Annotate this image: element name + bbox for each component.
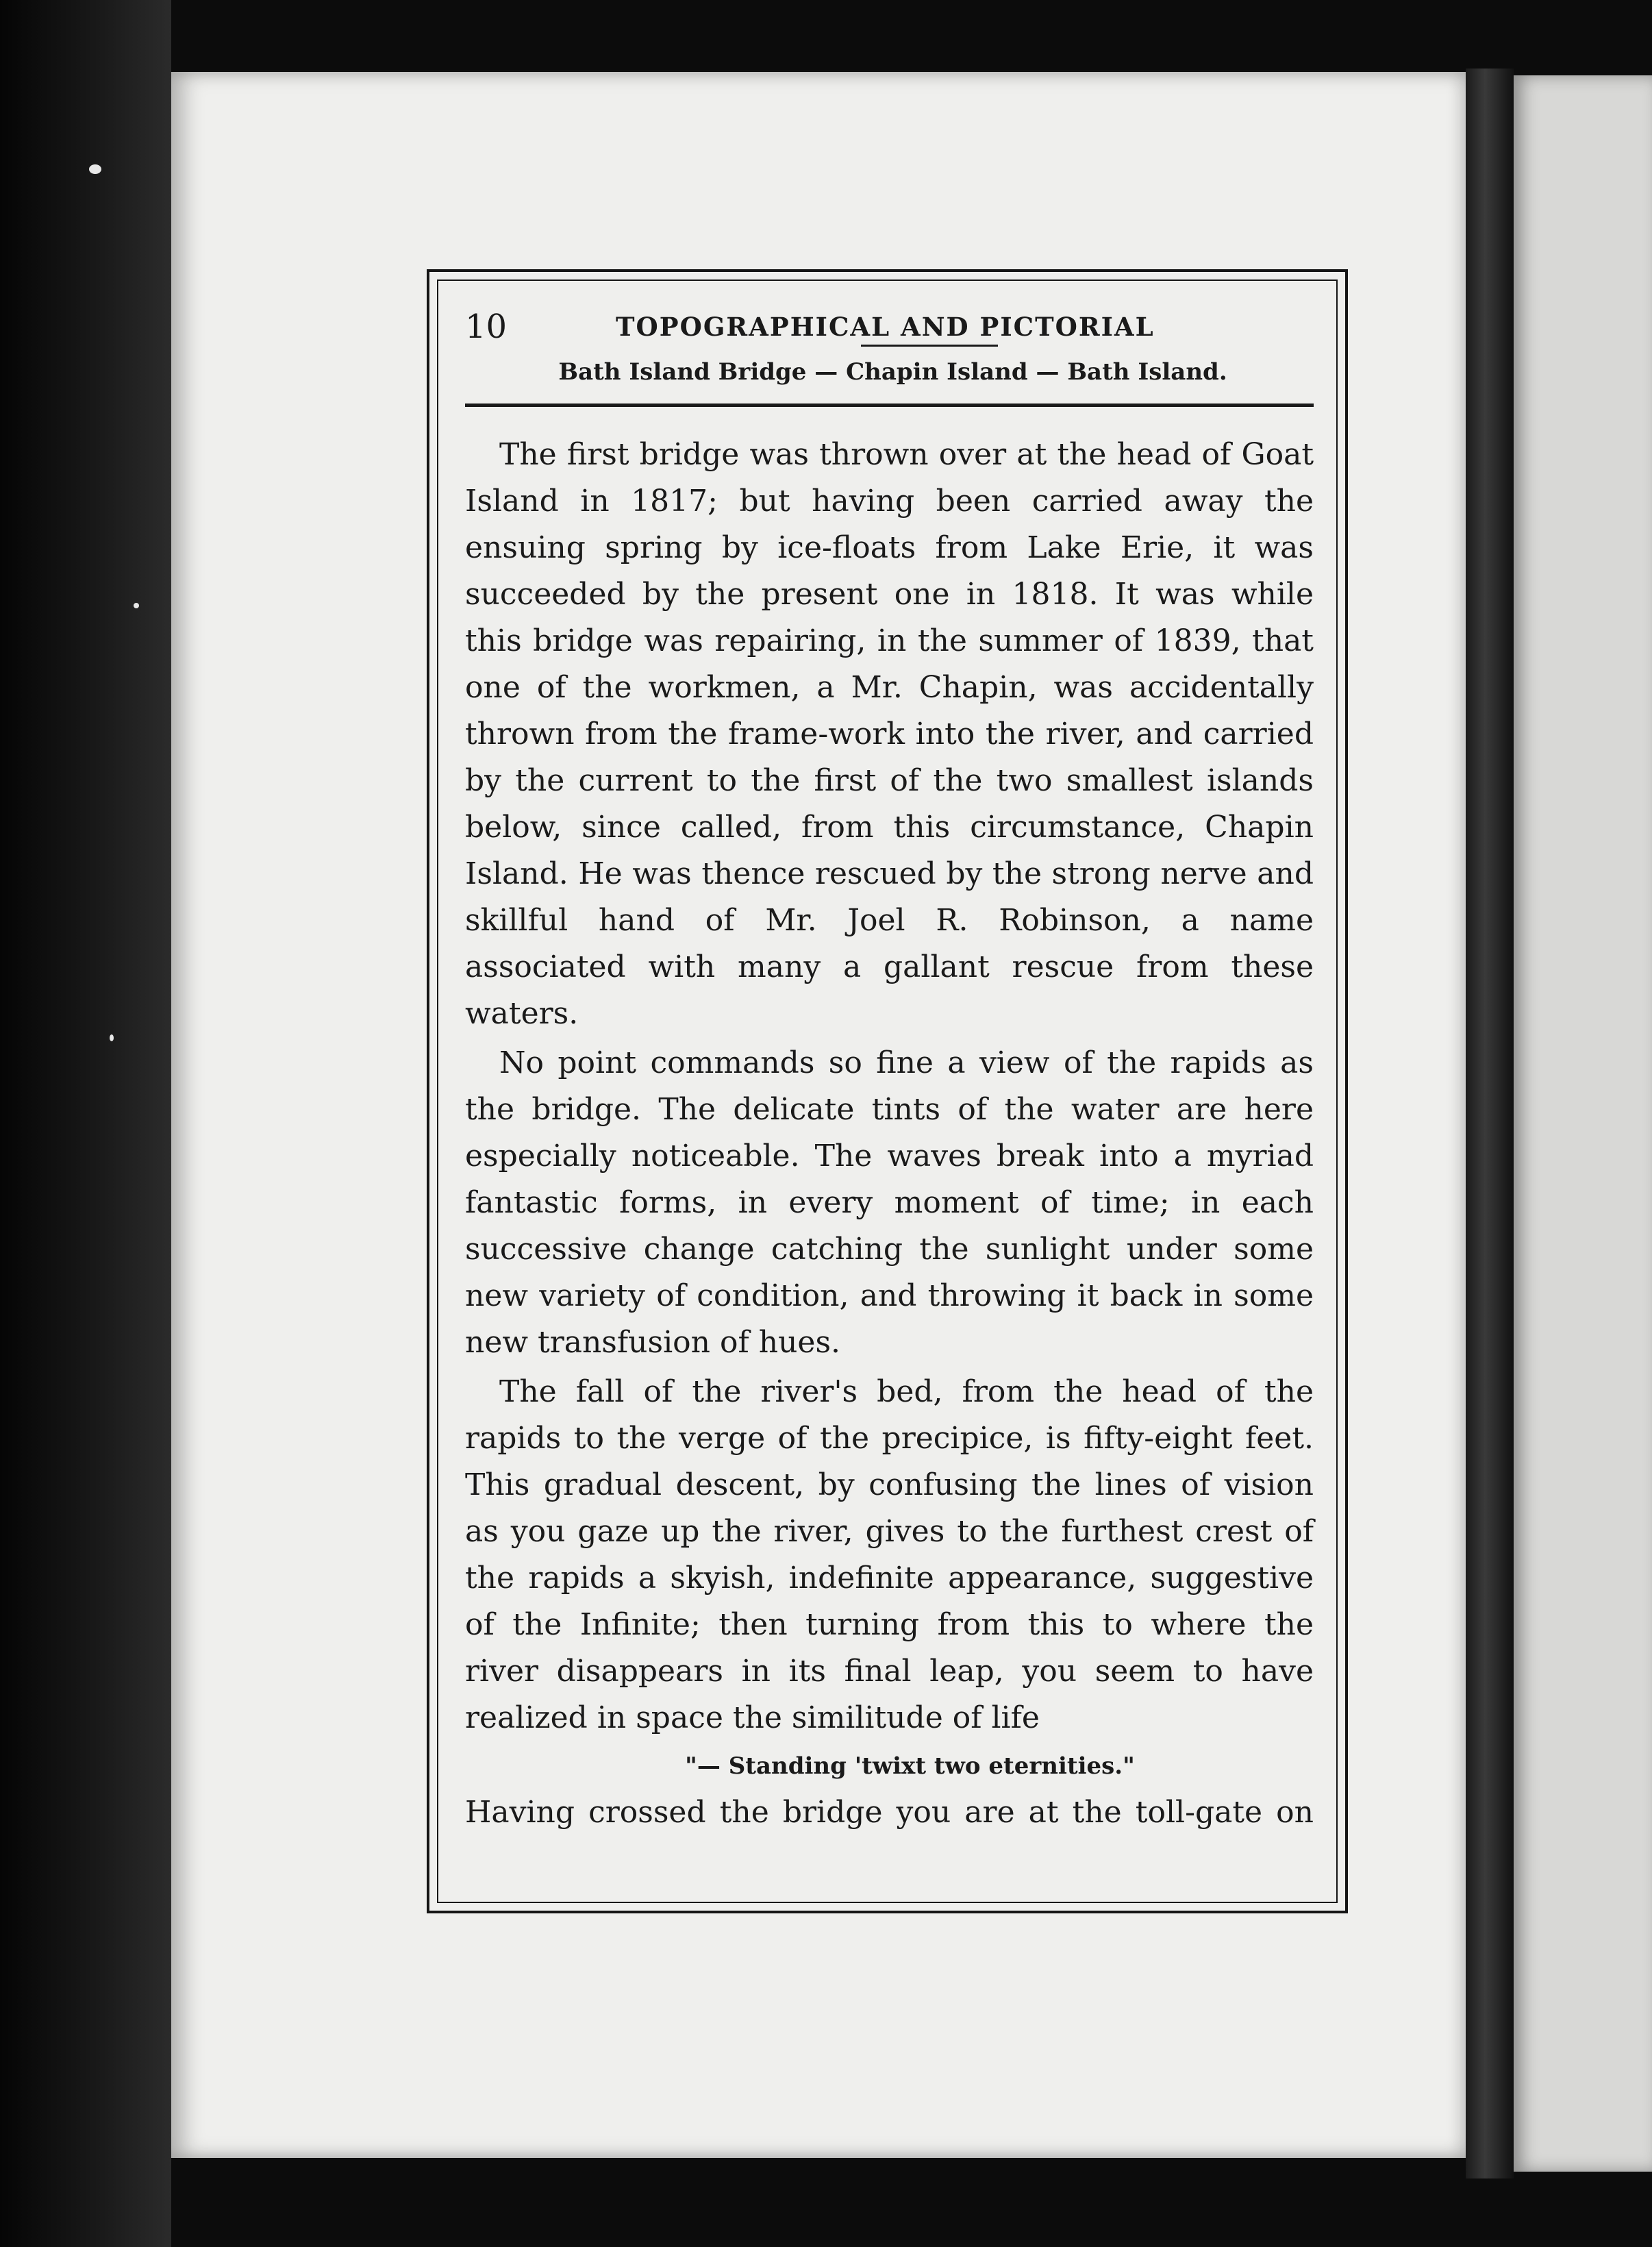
page-gutter bbox=[1466, 69, 1514, 2178]
dust-speck bbox=[89, 164, 101, 174]
section-subheading: Bath Island Bridge — Chapin Island — Bath Island. bbox=[558, 358, 1227, 386]
scan-background-left bbox=[0, 0, 171, 2247]
paragraph-3: The fall of the river's bed, from the head of the rapids to the verge of the precipice, is fifty-eight feet. This gradual descent, by confusing the lines of vision as you gaze up the river, gives to the furthest crest of the rapids a skyish, indefinite appearance, suggestive of the Infinite; then turning from this to where the river disappears in its final leap, you seem to have realized in space the similitude of life bbox=[465, 1374, 1314, 1735]
dust-speck bbox=[134, 603, 139, 608]
paragraph-2: No point commands so fine a view of the rapids as the bridge. The delicate tints of the water are here especially noticeable. The waves break into a myriad fantastic forms, in every moment of time; in each successive change catching the sunlight under some new variety of condition, and throwing it back in some new transfusion of hues. bbox=[465, 1045, 1314, 1360]
heading-rule bbox=[465, 404, 1314, 407]
title-underline bbox=[861, 345, 998, 347]
running-head bbox=[465, 306, 1314, 354]
dust-speck bbox=[110, 1034, 114, 1041]
text-frame bbox=[427, 269, 1348, 1913]
adjacent-page-edge bbox=[1514, 75, 1652, 2172]
page-number: 10 bbox=[465, 308, 508, 346]
paragraph-1: The first bridge was thrown over at the head of Goat Island in 1817; but having been carried away the ensuing spring by ice-floats from Lake Erie, it was succeeded by the present one in 1818. It was while this bridge was repairing, in the summer of 1839, that one of the workmen, a Mr. Chapin, was accidentally thrown from the frame-work into the river, and carried by the current to the first of the two smallest islands below, since called, from this circumstance, Chapin Island. He was thence rescued by the strong nerve and skillful hand of Mr. Joel R. Robinson, a name associated with many a gallant rescue from these waters. bbox=[465, 437, 1314, 1031]
continuation-line: Having crossed the bridge you are at the toll-gate on bbox=[465, 1795, 1314, 1830]
page-content bbox=[465, 306, 1314, 1836]
quotation: "— Standing 'twixt two eternities." bbox=[685, 1752, 1135, 1780]
running-title: TOPOGRAPHICAL AND PICTORIAL bbox=[616, 312, 1155, 342]
